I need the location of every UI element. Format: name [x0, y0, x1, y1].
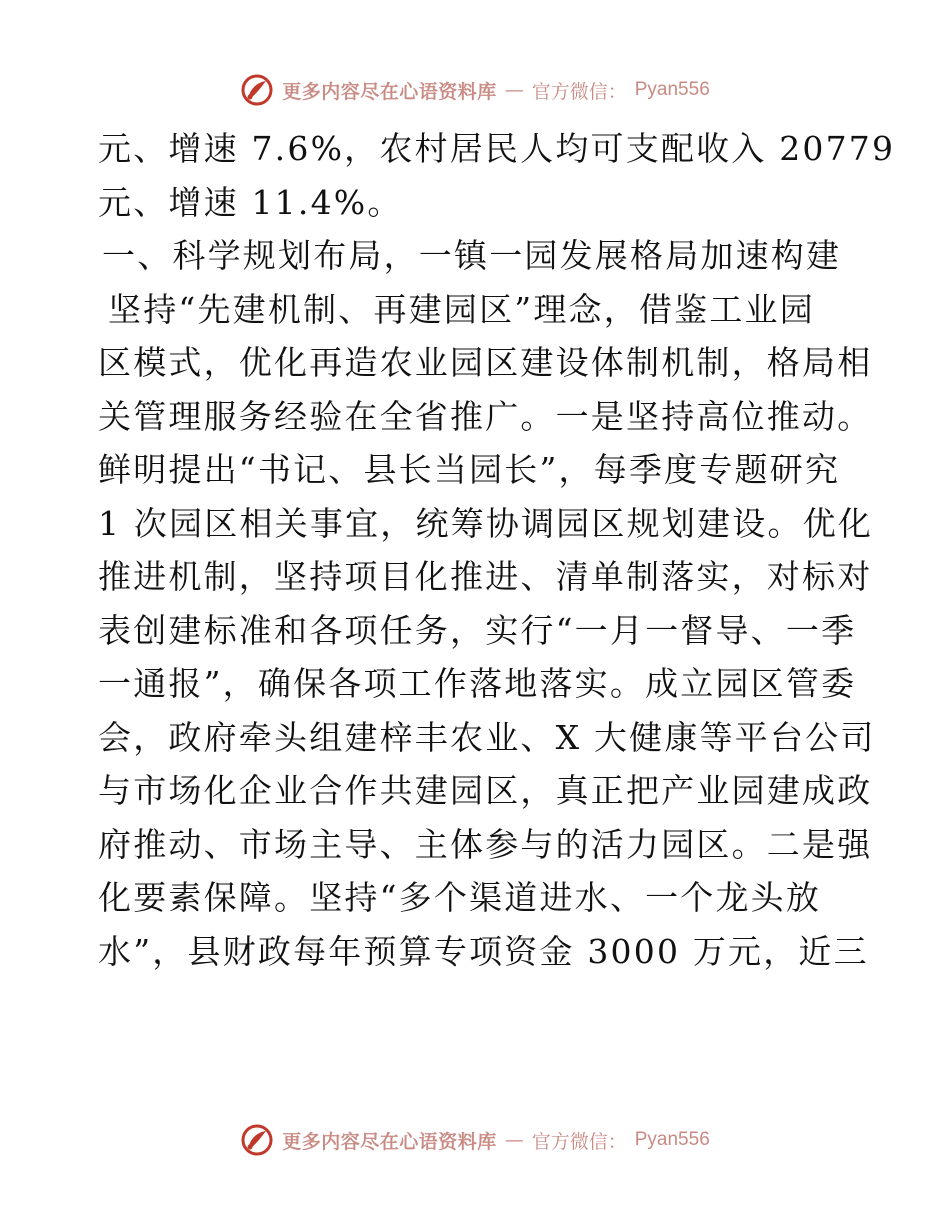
- watermark-header: [0, 70, 950, 110]
- text-line: 关管理服务经验在全省推广。一是坚持高位推动。: [98, 396, 873, 436]
- text-line: 元、增速 7.6%，农村居民人均可支配收入 20779: [98, 129, 896, 168]
- brand-logo-icon: [240, 73, 274, 107]
- text-line: 水”，县财政每年预算专项资金 3000 万元，近三: [98, 931, 869, 971]
- watermark-dash: —: [504, 79, 524, 101]
- text-line: 推进机制，坚持项目化推进、清单制落实，对标对: [98, 557, 873, 596]
- text-line: 府推动、市场主导、主体参与的活力园区。二是强: [98, 824, 873, 864]
- watermark-footer: [0, 1120, 950, 1160]
- watermark-main-text: 更多内容尽在心语资料库: [282, 1130, 497, 1153]
- watermark-sub-text: 官方微信：: [531, 80, 627, 103]
- brand-logo-icon: [240, 1123, 274, 1157]
- watermark-wechat-id: Pyan556: [634, 79, 710, 100]
- watermark-wechat-id: Pyan556: [634, 1129, 710, 1150]
- text-line: 表创建标准和各项任务，实行“一月一督导、一季: [98, 610, 857, 650]
- watermark-dash: —: [504, 1129, 524, 1151]
- text-line: 坚持“先建机制、再建园区”理念，借鉴工业园: [108, 289, 815, 329]
- watermark-sub-text: 官方微信：: [531, 1130, 627, 1153]
- text-line: 区模式，优化再造农业园区建设体制机制，格局相: [98, 343, 873, 382]
- paragraph-body: [98, 283, 876, 979]
- section-heading: [98, 229, 858, 283]
- text-line: 化要素保障。坚持“多个渠道进水、一个龙头放: [98, 878, 822, 917]
- paragraph-intro-tail: [98, 122, 896, 229]
- text-line: 会，政府牵头组建梓丰农业、X 大健康等平台公司: [98, 717, 876, 757]
- text-line: 与市场化企业合作共建园区，真正把产业园建成政: [98, 771, 873, 810]
- text-line: 1 次园区相关事宜，统筹协调园区规划建设。优化: [98, 503, 874, 543]
- text-line: 元、增速 11.4%。: [98, 182, 403, 222]
- text-line: 鲜明提出“书记、县长当园长”，每季度专题研究: [98, 450, 841, 489]
- text-line: 一通报”，确保各项工作落地落实。成立园区管委: [98, 664, 857, 703]
- watermark-main-text: 更多内容尽在心语资料库: [282, 80, 497, 103]
- heading-line: 一、科学规划布局，一镇一园发展格局加速构建: [102, 236, 842, 275]
- document-body: [98, 122, 896, 978]
